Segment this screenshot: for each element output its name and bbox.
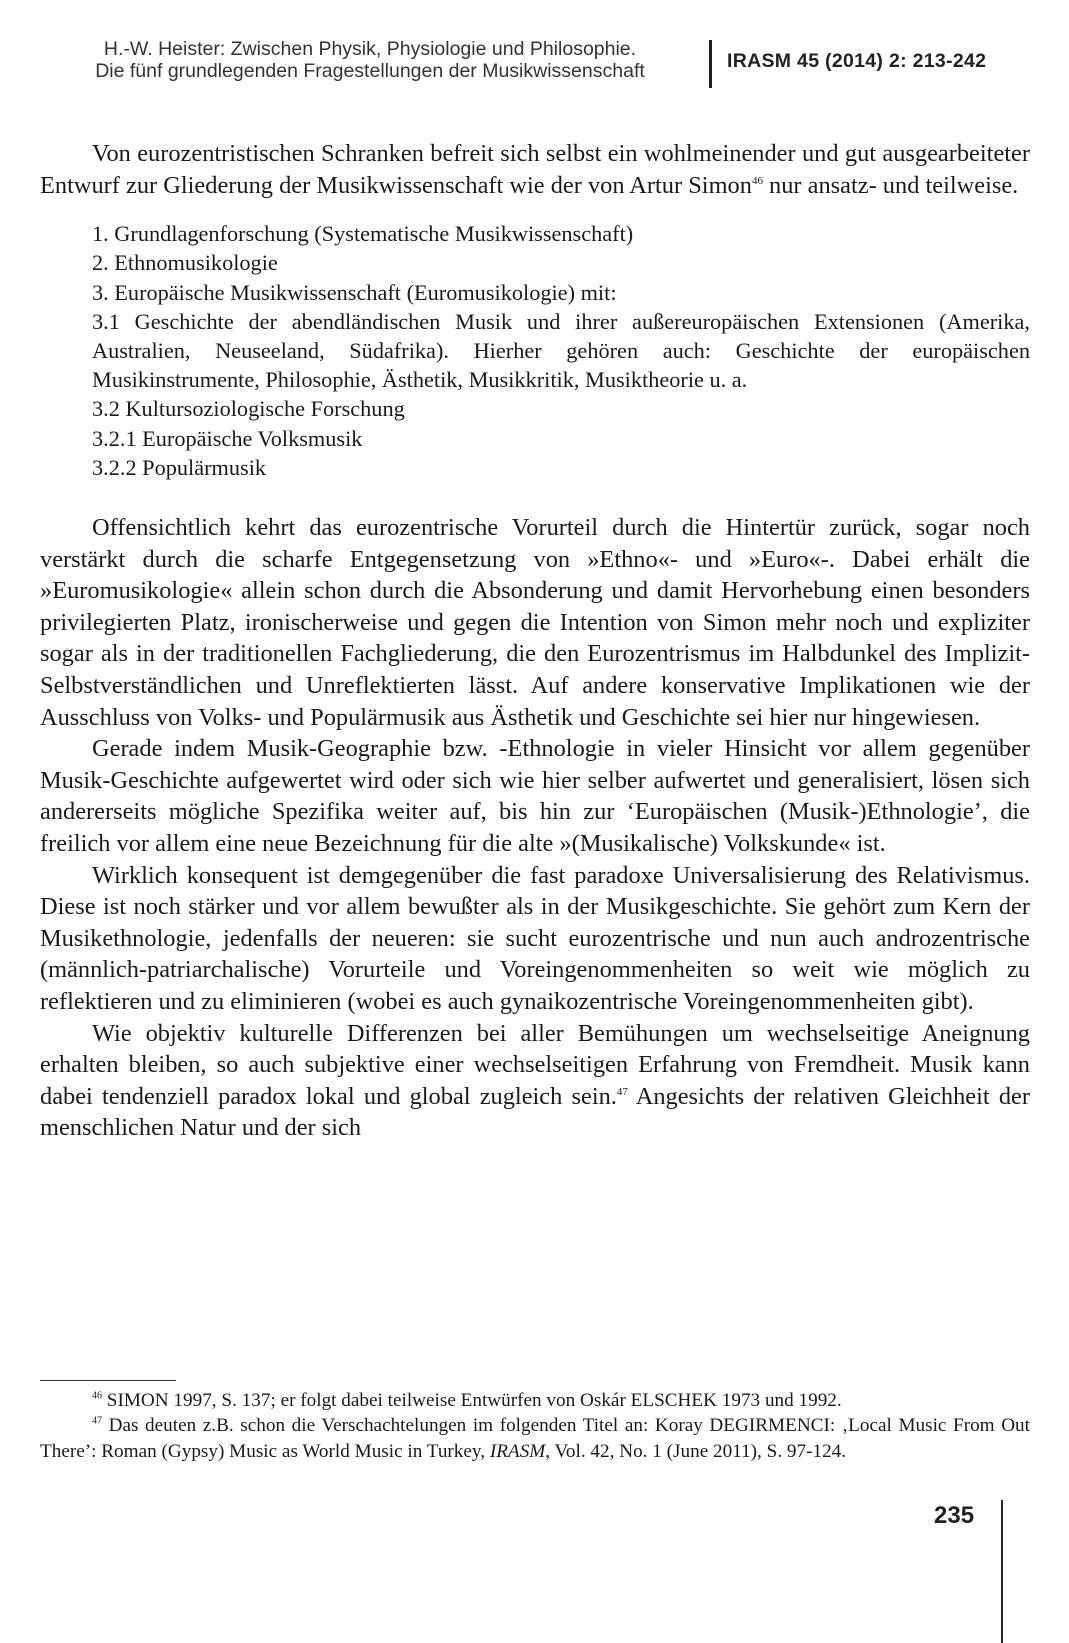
footnote-separator (40, 1380, 176, 1381)
page-number: 235 (934, 1502, 975, 1529)
list-item: 3.2.1 Europäische Volksmusik (92, 425, 363, 451)
body-paragraph (40, 1018, 1030, 1144)
footnote-ref-47[interactable]: 47 (616, 1085, 628, 1098)
body-paragraph: Wirklich konsequent ist demgegenüber die fast paradoxe Universalisierung des Relativismus. Diese ist noch stärker und vor allem bewußter als in der Musikgeschichte. Sie gehört zum Kern der Musikethnologie, jedenfalls der neueren: sie sucht eurozentrische und nun auch androzentrische (männlich-patriarchalische) Vorurteile und Voreingenommenheiten so weit wie möglich zu reflektieren und zu eliminieren (wobei es auch gynaikozentrische Voreingenommenheiten gibt). (40, 861, 1030, 1015)
footnote-journal-title: IRASM (489, 1440, 546, 1462)
list-item: 3.1 Geschichte der abendländischen Musik und ihrer außereuropäischen Extensionen (Amerika, Australien, Neuseeland, Südafrika). Hierher gehören auch: Geschichte der europäischen Musikinstrumente, Philosophie, Ästhetik, Musikkritik, Musiktheorie u. a. (92, 308, 1030, 393)
footnote-46 (40, 1388, 1030, 1413)
footnote-ref-46[interactable]: 46 (751, 174, 763, 187)
intro-text-a: Von eurozentristischen Schranken befreit sich selbst ein wohlmeinender und gut ausgearbeiteter Entwurf zur Gliederung der Musikwissenschaft wie der von Artur Simon (40, 140, 1030, 199)
list-item: 1. Grundlagenforschung (Systematische Musikwissenschaft) (92, 221, 634, 247)
body-paragraph: Offensichtlich kehrt das eurozentrische Vorurteil durch die Hintertür zurück, sogar noch verstärkt durch die scharfe Entgegensetzung von »Ethno«- und »Euro«-. Dabei erhält die »Euromusikologie« allein schon durch die Absonderung und damit Hervorhebung einen besonders privilegierten Platz, ironischerweise und gegen die Intention von Simon mehr noch und expliziter sogar als in der traditionellen Fachgliederung, die den Eurozentrismus im Halbdunkel des Implizit-Selbstverständlichen und Unreflektierten lässt. Auf andere konservative Implikationen wie der Ausschluss von Volks- und Populärmusik aus Ästhetik und Geschichte sei hier nur hingewiesen. (40, 514, 1030, 731)
footnote-text: SIMON 1997, S. 137; er folgt dabei teilweise Entwürfen von Oskár ELSCHEK 1973 und 1992. (102, 1390, 842, 1411)
list-item: 3.2 Kultursoziologische Forschung (92, 396, 405, 422)
footnote-number: 47 (92, 1416, 102, 1428)
main-text (40, 138, 1030, 1144)
footnote-text: , Vol. 42, No. 1 (June 2011), S. 97-124. (545, 1440, 847, 1462)
folio-divider (1001, 1500, 1003, 1643)
last-paragraph-text-a: Wie objektiv kulturelle Differenzen bei aller Bemühungen um wechselseitige Aneignung erhalten bleiben, so auch subjektive einer wechselseitigen Erfahrung von Fremdheit. Musik kann dabei tendenziell paradox lokal und global zugleich sein. (40, 1019, 1030, 1110)
structure-list (92, 219, 1030, 482)
list-item: 3.2.2 Populärmusik (92, 454, 267, 480)
body-paragraph: Gerade indem Musik-Geographie bzw. -Ethnologie in vieler Hinsicht vor allem gegenüber Musik-Geschichte aufgewertet wird oder sich wie hier selber aufwertet und generalisiert, lösen sich andererseits mögliche Spezifika weiter auf, bis hin zur ‘Europäischen (Musik-)Ethnologie’, die freilich vor allem eine neue Bezeichnung für die alte »(Musikalische) Volkskunde« ist. (40, 735, 1030, 857)
list-item: 2. Ethnomusikologie (92, 250, 278, 276)
footnote-text: Das deuten z.B. schon die Verschachtelungen im folgenden Titel an: Koray DEGIRMENCI: ‚Local Music From Out There’: Roman (Gypsy) Music as World Music in Turkey, (40, 1415, 1030, 1462)
footnote-number: 46 (92, 1390, 102, 1402)
header-line-2: Die fünf grundlegenden Fragestellungen der Musikwissenschaft (95, 60, 645, 82)
last-paragraph-text-b: Angesichts der relativen Gleichheit der menschlichen Natur und der sich (40, 1082, 1030, 1142)
footnotes (40, 1388, 1030, 1464)
running-header (30, 38, 1030, 88)
header-journal-ref: IRASM 45 (2014) 2: 213-242 (727, 50, 987, 72)
header-divider (709, 40, 712, 88)
footnote-47 (40, 1413, 1030, 1464)
intro-paragraph (40, 138, 1030, 201)
intro-text-b: nur ansatz- und teilweise. (762, 171, 1019, 199)
list-item: 3. Europäische Musikwissenschaft (Euromusikologie) mit: (92, 279, 617, 305)
header-line-1: H.-W. Heister: Zwischen Physik, Physiologie und Philosophie. (103, 38, 637, 60)
header-author-title (55, 38, 685, 82)
